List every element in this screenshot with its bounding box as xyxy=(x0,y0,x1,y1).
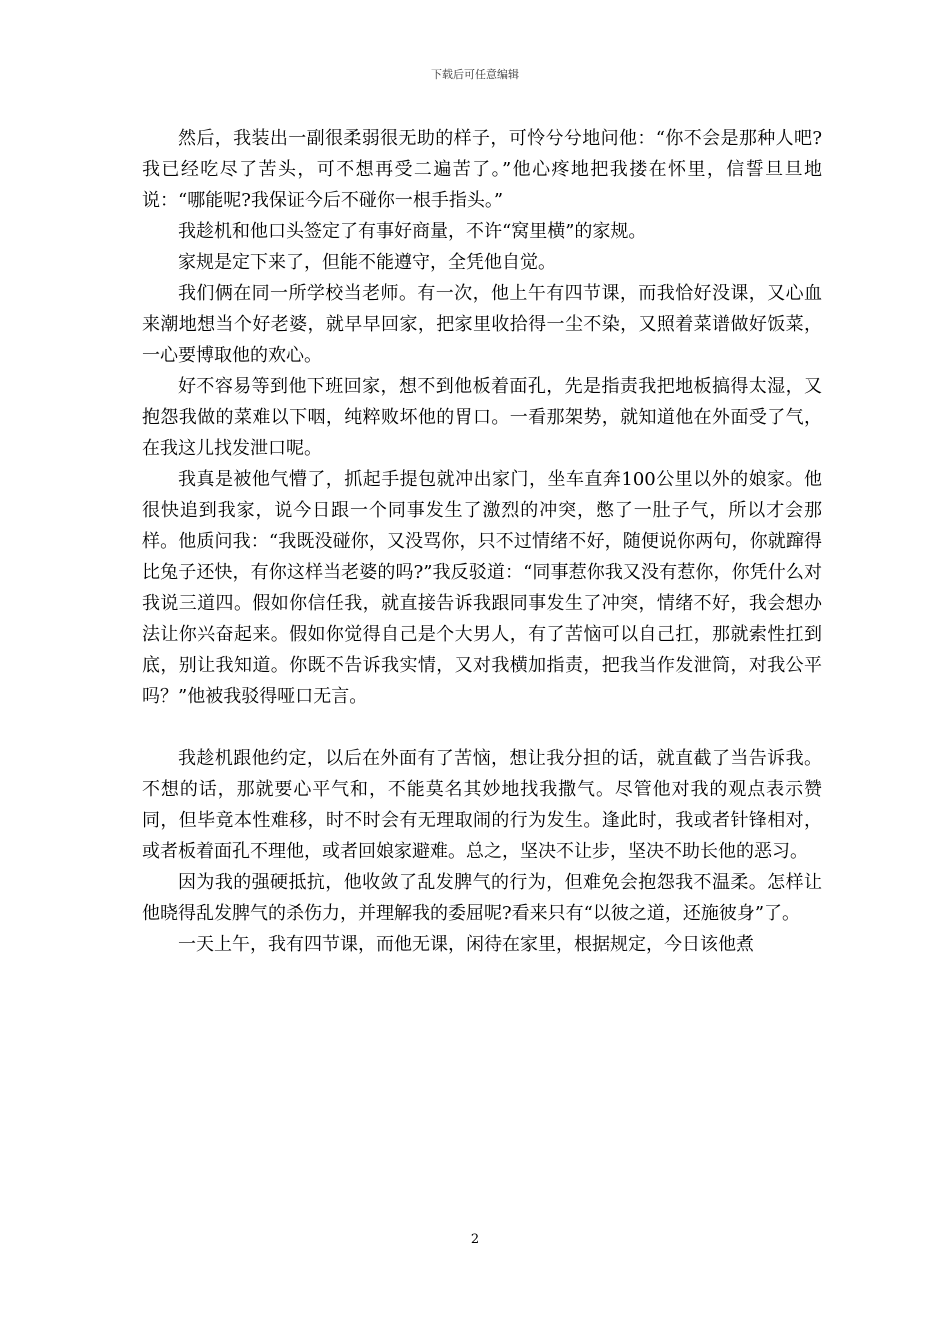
paragraph: 我趁机和他口头签定了有事好商量，不许“窝里横”的家规。 xyxy=(178,221,647,242)
paragraph: 我们俩在同一所学校当老师。有一次，他上午有四节课，而我恰好没课，又心血来潮地想当个好老婆，就早早回家，把家里收拾得一尘不染，又照着菜谱做好饭菜，一心要博取他的欢心。 xyxy=(142,283,822,366)
document-body xyxy=(142,123,822,960)
paragraph: 一天上午，我有四节课，而他无课，闲待在家里，根据规定，今日该他煮 xyxy=(178,934,754,955)
paragraph: 然后，我装出一副很柔弱很无助的样子，可怜兮兮地问他：“你不会是那种人吧?我已经吃尽了苦头，可不想再受二遍苦了。”他心疼地把我搂在怀里，信誓旦旦地说：“哪能呢?我保证今后不碰你一根手指头。” xyxy=(142,128,822,211)
paragraph: 好不容易等到他下班回家，想不到他板着面孔，先是指责我把地板搞得太湿，又抱怨我做的菜难以下咽，纯粹败坏他的胃口。一看那架势，就知道他在外面受了气，在我这儿找发泄口呢。 xyxy=(142,376,822,459)
paragraph: 因为我的强硬抵抗，他收敛了乱发脾气的行为，但难免会抱怨我不温柔。怎样让他晓得乱发脾气的杀伤力，并理解我的委屈呢?看来只有“以彼之道，还施彼身”了。 xyxy=(142,872,822,924)
paragraph: 我真是被他气懵了，抓起手提包就冲出家门，坐车直奔100公里以外的娘家。他很快追到我家，说今日跟一个同事发生了激烈的冲突，憋了一肚子气，所以才会那样。他质问我：“我既没碰你，又没骂你，只不过情绪不好，随便说你两句，你就蹿得比兔子还快，有你这样当老婆的吗?”我反驳道：“同事惹你我又没有惹你，你凭什么对我说三道四。假如你信任我，就直接告诉我跟同事发生了冲突，情绪不好，我会想办法让你兴奋起来。假如你觉得自己是个大男人，有了苦恼可以自己扛，那就索性扛到底，别让我知道。你既不告诉我实情，又对我横加指责，把我当作发泄筒，对我公平吗？”他被我驳得哑口无言。 xyxy=(142,469,822,707)
paragraph: 家规是定下来了，但能不能遵守，全凭他自觉。 xyxy=(178,252,556,273)
page-header: 下载后可任意编辑 xyxy=(431,68,519,81)
paragraph: 我趁机跟他约定，以后在外面有了苦恼，想让我分担的话，就直截了当告诉我。不想的话，那就要心平气和，不能莫名其妙地找我撒气。尽管他对我的观点表示赞同，但毕竟本性难移，时不时会有无理取闹的行为发生。逢此时，我或者针锋相对，或者板着面孔不理他，或者回娘家避难。总之，坚决不让步，坚决不助长他的恶习。 xyxy=(142,748,822,862)
page-number: 2 xyxy=(470,1232,480,1247)
